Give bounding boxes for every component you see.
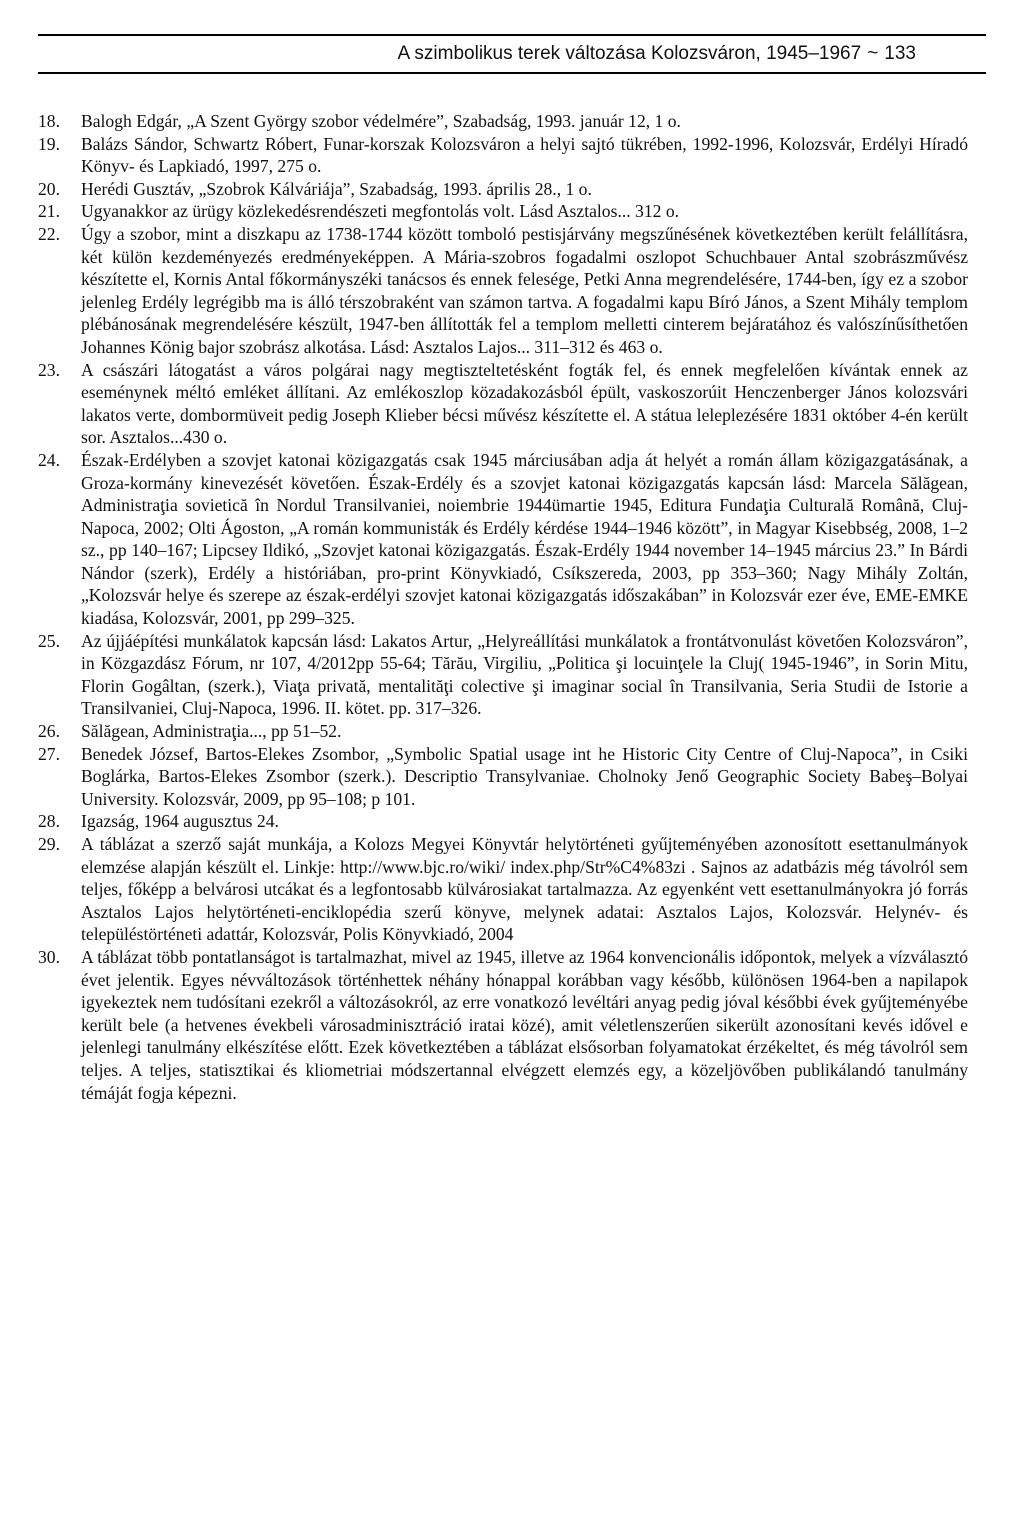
endnote-text: Balázs Sándor, Schwartz Róbert, Funar-korszak Kolozsváron a helyi sajtó tükrében, 1992-1996, Kolozsvár, Erdélyi Híradó Könyv- és Lapkiadó, 1997, 275 o. bbox=[81, 133, 968, 177]
endnote-number: 20. bbox=[38, 178, 60, 199]
endnote-23 bbox=[38, 359, 968, 449]
endnote-text: Herédi Gusztáv, „Szobrok Kálváriája”, Szabadság, 1993. április 28., 1 o. bbox=[81, 178, 592, 199]
endnote-25 bbox=[38, 630, 968, 720]
endnotes-list bbox=[38, 110, 968, 1104]
endnote-30 bbox=[38, 946, 968, 1104]
endnote-20 bbox=[38, 178, 968, 201]
endnote-number: 22. bbox=[38, 223, 60, 244]
endnote-text: A táblázat a szerző saját munkája, a Kolozs Megyei Könyvtár helytörténeti gyűjteményében azonosított esettanulmányok elemzése alapján készült el. Linkje: http://www.bjc.ro/wiki/ index.php/Str%C4%83zi . Sajnos az adatbázis még távolról sem teljes, főképp a belvárosi utcákat és a legfontosabb külvárosiakat tartalmazza. Az egyenként vett esettanulmányokra jó forrás Asztalos Lajos helytörténeti-enciklopédia szerű könyve, melynek adatai: Asztalos Lajos, Kolozsvár. Helynév- és településtörténeti adattár, Kolozsvár, Polis Könyvkiadó, 2004 bbox=[81, 834, 968, 945]
endnote-28 bbox=[38, 810, 968, 833]
running-header bbox=[38, 34, 986, 74]
endnote-text: Balogh Edgár, „A Szent György szobor védelmére”, Szabadság, 1993. január 12, 1 o. bbox=[81, 111, 681, 131]
endnote-29 bbox=[38, 833, 968, 946]
endnote-21 bbox=[38, 200, 968, 223]
endnote-number: 23. bbox=[38, 359, 60, 380]
endnote-number: 30. bbox=[38, 946, 60, 967]
endnote-text: A táblázat több pontatlanságot is tartalmazhat, mivel az 1945, illetve az 1964 konvencionális időpontok, melyek a vízválasztó évet jelentik. Egyes névváltozások történhettek néhány hónappal korábban vagy később, különösen 1964-ben a napilapok igyekeztek nem tudósítani ezekről a változásokról, az erre vonatkozó levéltári anyag pedig jóval későbbi évek gyűjteményébe került bele (a hetvenes évekbeli városadminisztráció iratai közé), amit véletlenszerűen sikerült azonosítani kevés idővel e jelenlegi tanulmány elkészítése előtt. Ezek következtében a táblázat elsősorban folyamatokat érzékeltet, és még távolról sem teljes. A teljes, statisztikai és kliometriai módszertannal elvégzett elemzés egy, a közeljövőben publikálandó tanulmány témáját fogja képezni. bbox=[81, 946, 968, 1103]
endnote-27 bbox=[38, 743, 968, 811]
endnote-text: Ugyanakkor az ürügy közlekedésrendészeti megfontolás volt. Lásd Asztalos... 312 o. bbox=[81, 201, 680, 222]
endnote-text: Úgy a szobor, mint a diszkapu az 1738-1744 között tomboló pestisjárvány megszűnésének következtében került felállításra, két külön kezdeményezés eredményeképpen. A Mária-szobros fogadalmi oszlopot Schuchbauer Antal szobrászművész készítette el, Kornis Antal főkormányszéki tanácsos és ennek felesége, Petki Anna megrendelésére, 1744-ben, így ez a szobor jelenleg Erdély legrégibb ma is álló térszobraként van számon tartva. A fogadalmi kapu Bíró János, a Szent Mihály templom plébánosának megrendelésére készült, 1947-ben állították fel a templom melletti cinterem bejáratához és valószínűsíthetően Johannes König bajor szobrász alkotása. Lásd: Asztalos Lajos... 311–312 és 463 o. bbox=[81, 223, 968, 357]
endnote-text: Észak-Erdélyben a szovjet katonai közigazgatás csak 1945 márciusában adja át helyét a román állam közigazgatásának, a Groza-kormány kinevezését követően. Észak-Erdély és a szovjet katonai közigazgatás kapcsán lásd: Marcela Sălăgean, Administraţia sovietică în Nordul Transilvaniei, noiembrie 1944ümartie 1945, Editura Fundaţia Culturală Română, Cluj-Napoca, 2002; Olti Ágoston, „A román kommunisták és Erdély kérdése 1944–1946 között”, in Magyar Kisebbség, 2008, 1–2 sz., pp 140–167; Lipcsey Ildikó, „Szovjet katonai közigazgatás. Észak-Erdély 1944 november 14–1945 március 23.” In Bárdi Nándor (szerk), Erdély a históriában, pro-print Könyvkiadó, Csíkszereda, 2003, pp 353–360; Nagy Mihály Zoltán, „Kolozsvár helye és szerepe az észak-erdélyi szovjet katonai közigazgatás időszakában” in Kolozsvár ezer éve, EME-EMKE kiadása, Kolozsvár, 2001, pp 299–325. bbox=[81, 449, 968, 629]
endnote-text: Igazság, 1964 augusztus 24. bbox=[81, 811, 279, 832]
endnote-number: 26. bbox=[38, 721, 60, 742]
endnote-number: 18. bbox=[38, 111, 60, 131]
endnote-22 bbox=[38, 223, 968, 359]
endnote-number: 24. bbox=[38, 449, 60, 470]
endnote-18 bbox=[38, 110, 968, 133]
header-separator: ~ bbox=[867, 43, 879, 64]
endnote-text: Sălăgean, Administraţia..., pp 51–52. bbox=[81, 721, 342, 742]
endnote-number: 28. bbox=[38, 811, 60, 832]
endnote-text: A császári látogatást a város polgárai nagy megtiszteltetésként fogták fel, és ennek megfelelően kívántak ennek az eseménynek méltó emléket állítani. Az emlékoszlop közadakozásból épült, vaskoszorúit Henczenberger János kolozsvári lakatos verte, dombormüveit pedig Joseph Klieber bécsi művész készítette el. A státua leleplezésére 1831 október 4-én került sor. Asztalos...430 o. bbox=[81, 359, 968, 448]
endnote-number: 19. bbox=[38, 133, 60, 154]
endnote-number: 21. bbox=[38, 201, 60, 222]
endnote-26 bbox=[38, 720, 968, 743]
endnote-text: Az újjáépítési munkálatok kapcsán lásd: Lakatos Artur, „Helyreállítási munkálatok a frontátvonulást követően Kolozsváron”, in Közgazdász Fórum, nr 107, 4/2012pp 55-64; Tărău, Virgiliu, „Politica şi locuinţele la Cluj( 1945-1946”, in Sorin Mitu, Florin Gogâltan, (szerk.), Viaţa privată, mentalităţi colective şi imaginar social în Transilvania, Seria Studii de Istorie a Transilvaniei, Cluj-Napoca, 1996. II. kötet. pp. 317–326. bbox=[81, 630, 968, 719]
endnote-number: 27. bbox=[38, 743, 60, 764]
endnote-text: Benedek József, Bartos-Elekes Zsombor, „Symbolic Spatial usage int he Historic City Centre of Cluj-Napoca”, in Csiki Boglárka, Bartos-Elekes Zsombor (szerk.). Descriptio Transylvaniae. Cholnoky Jenő Geographic Society Babeş–Bolyai University. Kolozsvár, 2009, pp 95–108; p 101. bbox=[81, 743, 968, 809]
endnote-number: 25. bbox=[38, 630, 60, 651]
header-title: A szimbolikus terek változása Kolozsváron, 1945–1967 bbox=[397, 43, 862, 64]
page-number: 133 bbox=[884, 43, 916, 64]
endnote-24 bbox=[38, 449, 968, 630]
endnote-19 bbox=[38, 133, 968, 178]
endnote-number: 29. bbox=[38, 834, 60, 854]
